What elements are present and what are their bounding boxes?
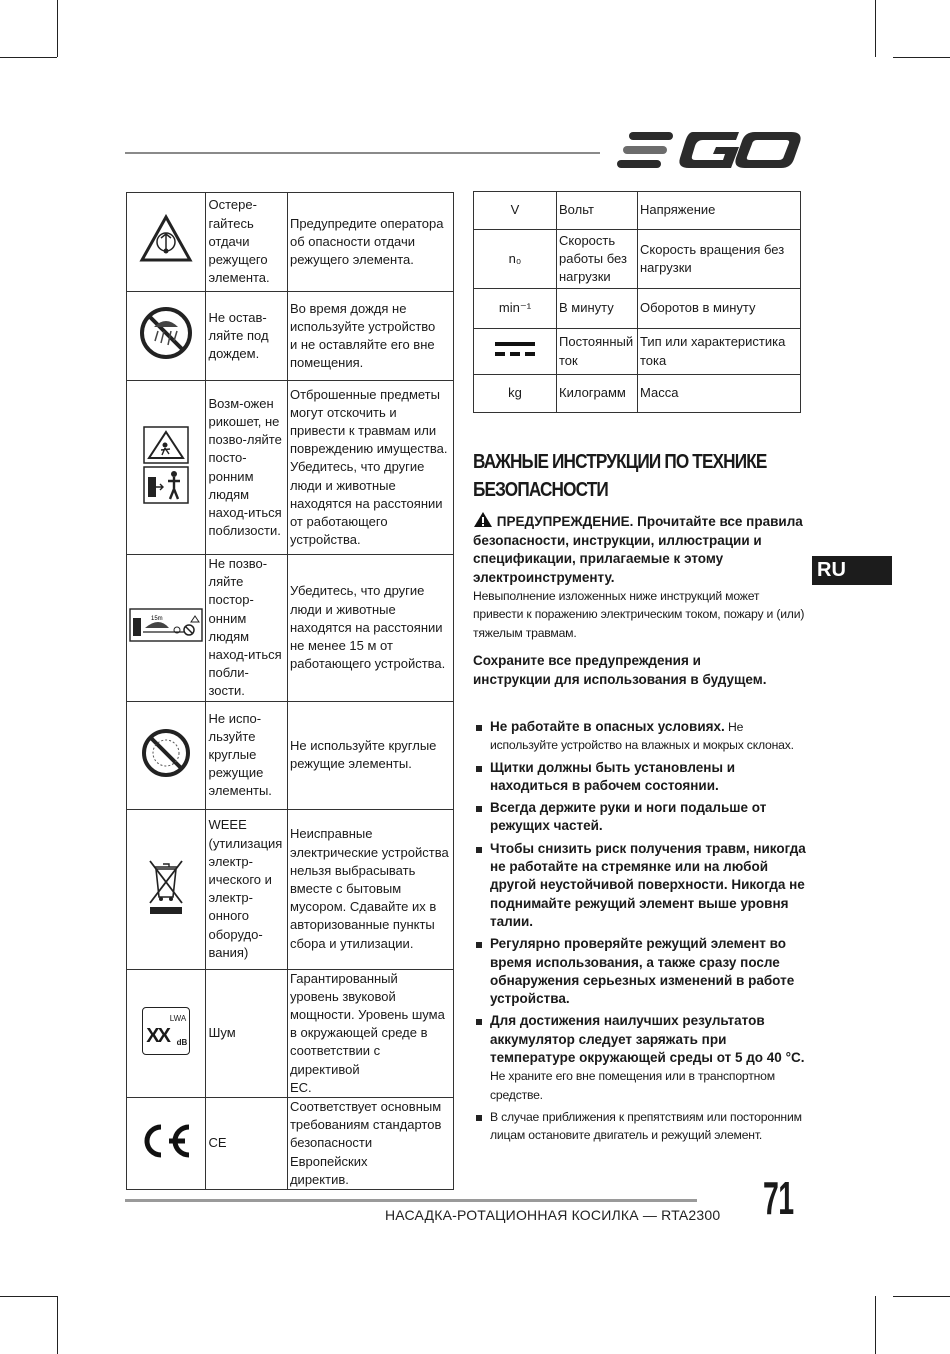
table-row [474,289,801,329]
table-row [127,1098,454,1190]
crop-mark [0,1296,57,1297]
unit-description: Тип или характеристика тока [638,329,801,375]
table-row [474,375,801,413]
crop-mark [875,1296,876,1354]
symbol-icon-cell [127,1098,206,1190]
crop-mark [875,0,876,57]
unit-description: Скорость вращения без нагрузки [638,230,801,289]
symbol-name: WEEE (утилизация электр- ического и электр- онного оборудо- вания) [206,809,287,969]
page-number: 71 [763,1172,794,1224]
bullet-normal: Не храните его вне помещения или в транспортном средстве. [490,1069,775,1102]
symbol-description: Предупредите оператора об опасности отдачи режущего элемента. [287,193,453,292]
table-row [127,193,454,292]
table-row [474,192,801,230]
bullet-bold: Для достижения наилучших результатов аккумулятор следует заряжать при температуре окружающей среды от 5 до 40 °C. [490,1013,805,1066]
symbol-description: Не используйте круглые режущие элементы. [287,701,453,809]
crop-mark [57,0,58,57]
table-row [474,230,801,289]
no-rain-icon [138,305,194,361]
symbol-icon-cell [127,701,206,809]
kickback-warning-icon [139,214,193,264]
bullet-normal: Не используйте устройство на влажных и мокрых склонах. [490,720,794,753]
unit-symbol: kg [474,375,557,413]
symbol-name: Не остав- ляйте под дождем. [206,292,287,381]
symbol-description: Во время дождя не используйте устройство и не оставляйте его вне помещения. [287,292,453,381]
list-item [473,799,808,836]
ego-logo [615,128,801,172]
symbol-icon-cell [127,193,206,292]
symbol-name: CE [206,1098,287,1190]
footer-rule [125,1199,697,1202]
unit-symbol: V [474,192,557,230]
bullet-bold: Чтобы снизить риск получения травм, никогда не работайте на стремянке или на любой другой неустойчивой поверхности. Никогда не поднимайте режущий элемент выше уровня талии. [490,840,806,929]
list-item [473,718,808,755]
table-row [127,292,454,381]
warning-bold: Прочитайте все правила безопасности, инструкции, иллюстрации и спецификации, прилагаемые к этому электроинструменту. [473,514,803,585]
table-row [127,969,454,1097]
unit-name: Скорость работы без нагрузки [557,230,638,289]
symbol-icon-cell [127,969,206,1097]
symbol-description: Соответствует основным требованиям стандартов безопасности Европейских директив. [287,1098,453,1190]
crop-mark [893,57,950,58]
table-row [127,555,454,702]
unit-name: В минуту [557,289,638,329]
warning-normal-text: Невыполнение изложенных ниже инструкций может привести к поражению электрическим током, пожару и (или) тяжелым травмам. [473,589,805,640]
dc-current-icon [493,339,537,359]
language-tab: RU [812,556,892,585]
units-table [473,191,801,413]
symbol-description: Отброшенные предметы могут отскочить и привести к травмам или повреждению имущества. Убедитесь, что другие люди и животные находятся на расстоянии от работающего устройства. [287,381,453,555]
unit-description: Оборотов в минуту [638,289,801,329]
warning-block [473,511,808,642]
symbol-icon-cell [127,555,206,702]
unit-description: Масса [638,375,801,413]
list-item [473,935,808,1008]
section-title: ВАЖНЫЕ ИНСТРУКЦИИ ПО ТЕХНИКЕ БЕЗОПАСНОСТИ [473,451,767,501]
list-item [473,1012,808,1103]
symbol-name: Остере- гайтесь отдачи режущего элемента. [206,193,287,292]
unit-symbol-cell [474,329,557,375]
save-instructions: Сохраните все предупреждения и инструкции для использования в будущем. [473,653,767,687]
svg-text:15m: 15m [151,616,163,623]
unit-description: Напряжение [638,192,801,230]
table-row [127,701,454,809]
ricochet-warning-icon [141,425,191,505]
footer-title: НАСАДКА-РОТАЦИОННАЯ КОСИЛКА — RTA2300 [385,1207,721,1223]
bullet-bold: Не работайте в опасных условиях. [490,719,725,734]
symbol-name: Возм-ожен рикошет, не позво-ляйте посто- ронним людям наход-иться поблизости. [206,381,287,555]
unit-symbol: min⁻¹ [474,289,557,329]
list-item [473,759,808,796]
no-round-blades-icon [140,727,192,779]
symbol-icon-cell [127,381,206,555]
noise-level-icon [142,1007,190,1055]
symbol-name: Не позво- ляйте постор- онним людям наход-иться побли-зости. [206,555,287,702]
table-row [127,381,454,555]
symbol-description: Неисправные электрические устройства нельзя выбрасывать вместе с бытовым мусором. Сдавайте их в авторизованные пункты сбора и утилизации. [287,809,453,969]
ce-mark-icon [137,1123,195,1159]
unit-name: Вольт [557,192,638,230]
symbol-name: Шум [206,969,287,1097]
table-row [127,809,454,969]
crop-mark [57,1296,58,1354]
symbol-description: Убедитесь, что другие люди и животные находятся на расстоянии не менее 15 м от работающего устройства. [287,555,453,702]
bullet-normal: В случае приближения к препятствиям или посторонним лицам остановите двигатель и режущий элемент. [490,1109,802,1143]
symbol-icon-cell [127,292,206,381]
unit-name: Килограмм [557,375,638,413]
bullet-bold: Регулярно проверяйте режущий элемент во время использования, а также сразу после обнаружения серьезных изменений в работе устройства. [490,936,795,1007]
noise-level-top: LWA [169,1013,187,1023]
safety-bullet-list [473,718,808,1149]
keep-distance-15m-icon [129,608,203,642]
symbol-name: Не испо- льзуйте круглые режущие элементы. [206,701,287,809]
symbols-table [126,192,454,1190]
unit-name: Постоянный ток [557,329,638,375]
noise-level-value: XX [146,1024,169,1047]
noise-level-unit: dB [176,1037,188,1047]
crop-mark [893,1296,950,1297]
warning-triangle-icon [473,511,493,528]
table-row [474,329,801,375]
list-item [473,840,808,931]
bullet-bold: Всегда держите руки и ноги подальше от режущих частей. [490,800,767,834]
list-item [473,1108,808,1145]
weee-bin-icon [146,857,186,917]
warning-label: ПРЕДУПРЕЖДЕНИЕ. [496,514,634,529]
symbol-icon-cell [127,809,206,969]
crop-mark [0,57,57,58]
header-rule [125,152,600,154]
bullet-bold: Щитки должны быть установлены и находиться в рабочем состоянии. [490,759,736,793]
warning-bold-text [473,511,808,587]
symbol-description: Гарантированный уровень звуковой мощности. Уровень шума в окружающей среде в соответствии с директивой ЕС. [287,969,453,1097]
unit-symbol: n₀ [474,230,557,289]
